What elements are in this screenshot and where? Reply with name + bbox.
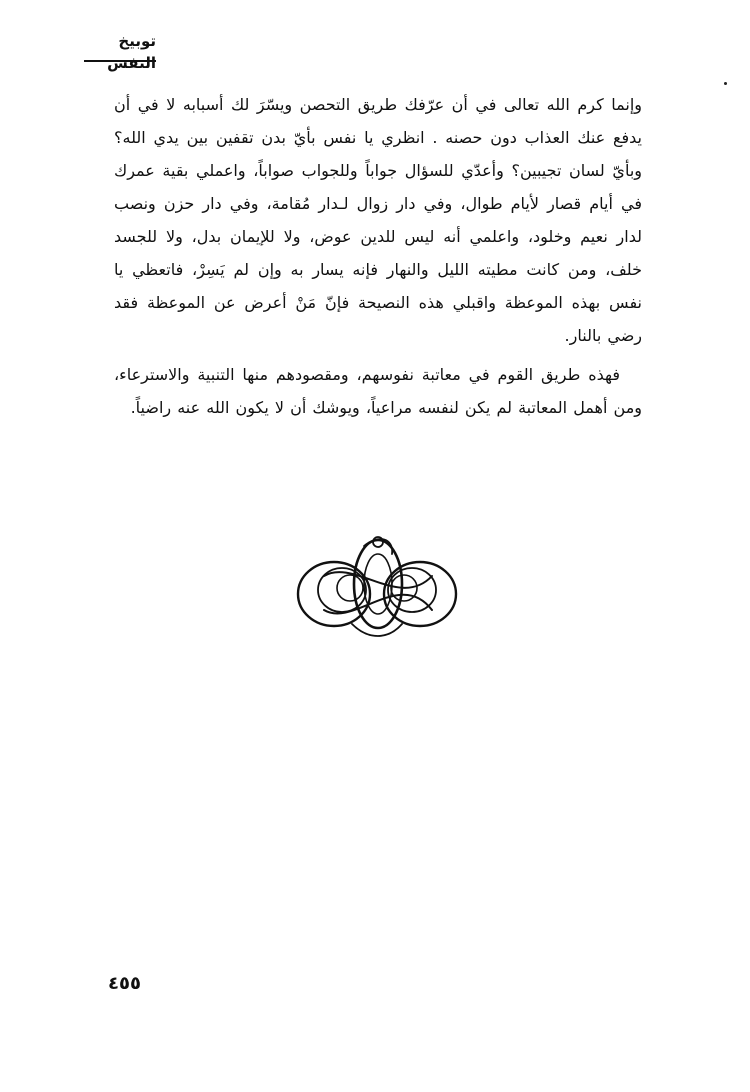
body-text xyxy=(114,88,642,424)
calligraphic-flourish-icon xyxy=(294,528,460,648)
page-number: ٤٥٥ xyxy=(108,973,141,994)
scan-speck xyxy=(724,82,727,85)
paragraph-1: وإنما كرم الله تعالى في أن عرّفك طريق التحصن ويسّرَ لك أسبابه لا في أن يدفع عنك العذاب دون حصنه . انظري يا نفس بأيّ بدن تقفين بين يدي الله؟ وبأيّ لسان تجيبين؟ وأعدّي للسؤال جواباً وللجواب صواباً، واعملي بقية عمرك في أيام قصار لأيام طوال، وفي دار زوال لـدار مُقامة، وفي دار حزن ونصب لدار نعيم وخلود، واعلمي أنه ليس للدين عوض، ولا للإيمان بدل، ولا للجسد خلف، ومن كانت مطيته الليل والنهار فإنه يسار به وإن لم يَسِرْ، فاتعظي يا نفس بهذه الموعظة واقبلي هذه النصيحة فإنّ مَنْ أعرض عن الموعظة فقد رضي بالنار. xyxy=(114,95,642,345)
paragraph-2: فهذه طريق القوم في معاتبة نفوسهم، ومقصودهم منها التنبية والاسترعاء، ومن أهمل المعاتبة لم يكن لنفسه مراعياً، ويوشك أن لا يكون الله عنه راضياً. xyxy=(114,365,642,417)
header-rule xyxy=(84,60,156,62)
running-header-title: توبيخ النفس xyxy=(107,32,156,72)
